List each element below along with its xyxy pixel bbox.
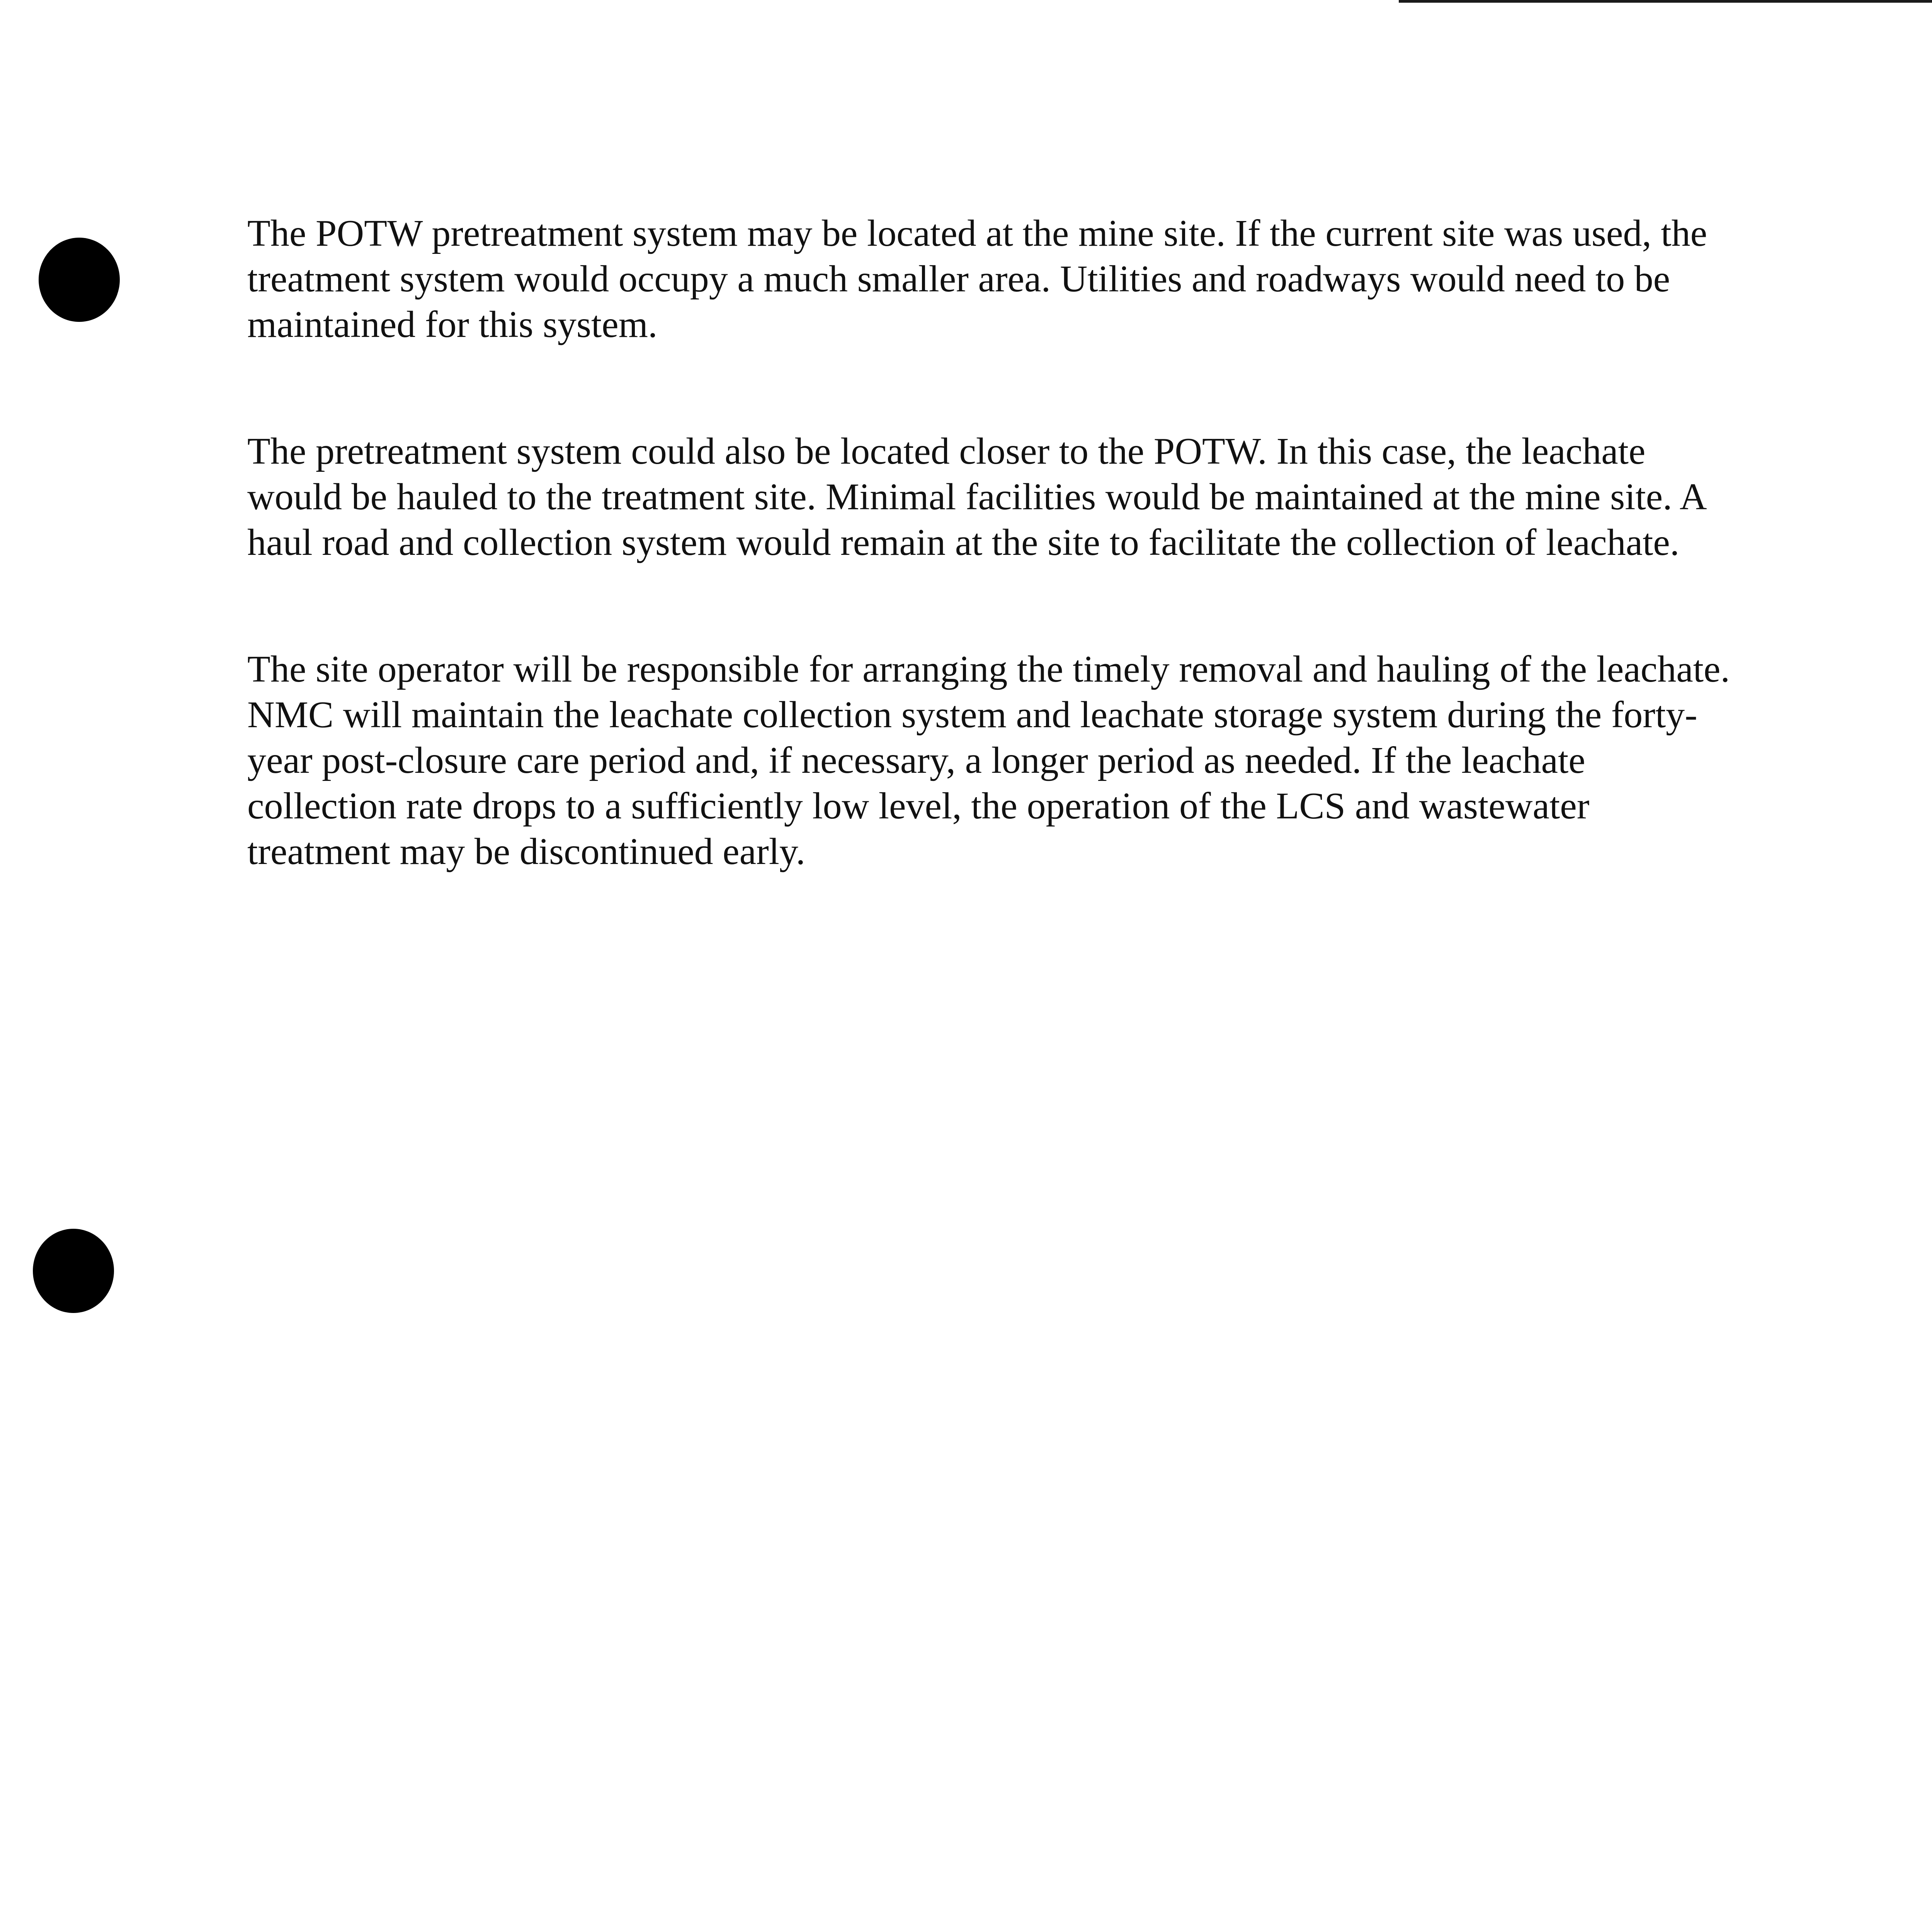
paragraph-site-operator (247, 646, 1789, 874)
text-line: treatment system would occupy a much smaller area. Utilities and roadways would need to be (247, 258, 1670, 300)
text-line: The POTW pretreatment system may be located at the mine site. If the current site was used, the (247, 213, 1708, 254)
text-line: NMC will maintain the leachate collection system and leachate storage system during the forty- (247, 694, 1697, 736)
punch-hole-middle (33, 1229, 114, 1313)
text-line: haul road and collection system would remain at the site to facilitate the collection of leachate. (247, 522, 1680, 563)
text-line: collection rate drops to a sufficiently low level, the operation of the LCS and wastewater (247, 785, 1590, 827)
punch-hole-top (39, 238, 120, 322)
top-edge-rule (1399, 0, 1932, 3)
text-line: would be hauled to the treatment site. Minimal facilities would be maintained at the mine site. A (247, 476, 1707, 518)
paragraph-pretreatment-alternative (247, 429, 1789, 565)
text-line: The pretreatment system could also be located closer to the POTW. In this case, the leachate (247, 430, 1646, 472)
text-line: maintained for this system. (247, 304, 658, 345)
paragraph-potw-location (247, 211, 1789, 347)
text-line: treatment may be discontinued early. (247, 831, 806, 872)
text-line: The site operator will be responsible for arranging the timely removal and hauling of the leachate. (247, 648, 1730, 690)
body-text (247, 211, 1789, 956)
text-line: year post-closure care period and, if necessary, a longer period as needed. If the leachate (247, 740, 1585, 781)
